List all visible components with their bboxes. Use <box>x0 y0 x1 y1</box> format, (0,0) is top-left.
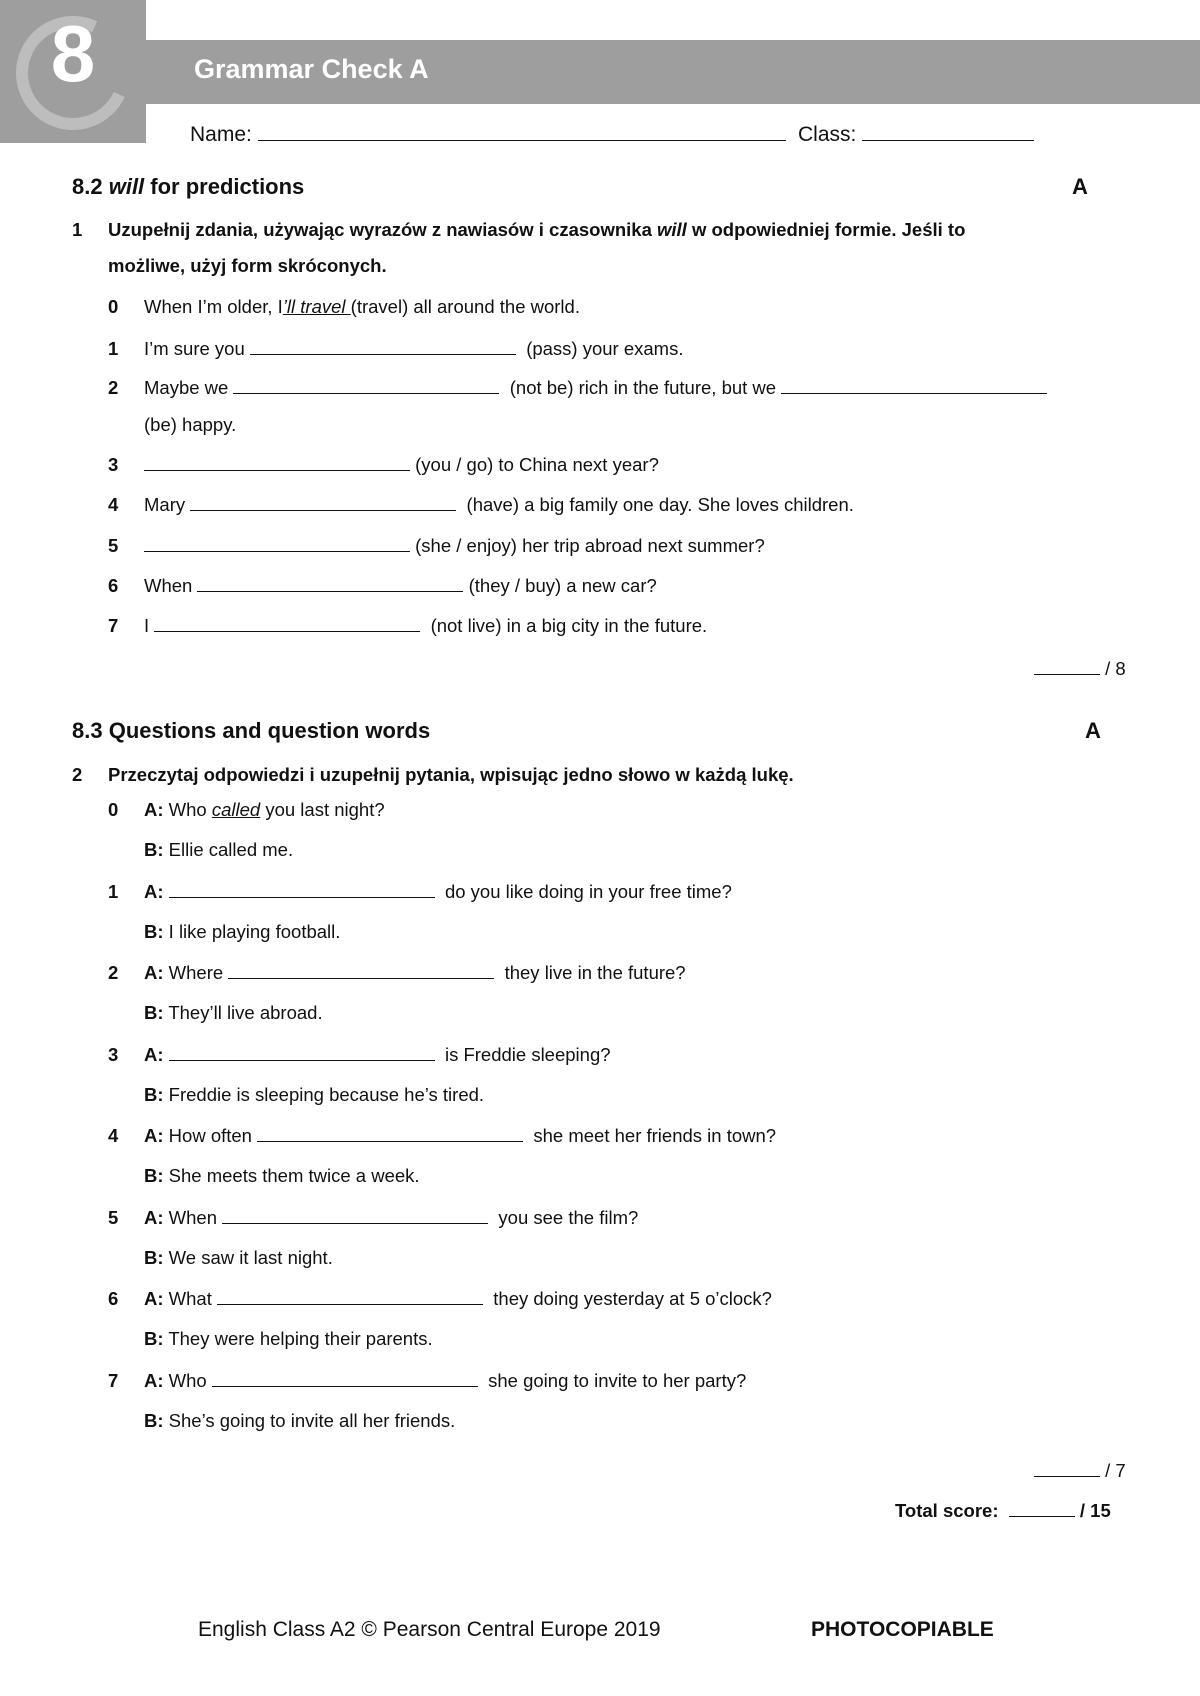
item-text: (have) a big family one day. She loves children. <box>466 494 854 515</box>
item-text: (not live) in a big city in the future. <box>430 615 708 636</box>
question-text: she going to invite to her party? <box>488 1370 747 1391</box>
question-text: What <box>168 1288 212 1309</box>
answer-line <box>144 1165 420 1187</box>
answer-text: She meets them twice a week. <box>168 1165 420 1186</box>
list-item <box>108 535 765 557</box>
exercise-instruction: Przeczytaj odpowiedzi i uzupełnij pytania, wpisując jedno słowo w każdą lukę. <box>108 764 794 785</box>
speaker-b: B: <box>144 1247 164 1268</box>
answer-blank[interactable] <box>144 535 410 552</box>
item-text: Maybe we <box>144 377 229 398</box>
answer-text: Freddie is sleeping because he’s tired. <box>168 1084 485 1105</box>
copyright: English Class A2 © Pearson Central Europe 2019 <box>198 1618 661 1641</box>
question-text: do you like doing in your free time? <box>444 881 732 902</box>
answer-blank[interactable] <box>197 575 463 592</box>
instruction-text: możliwe, użyj form skróconych. <box>108 255 387 276</box>
section-version: A <box>1085 718 1101 743</box>
item-continuation: (be) happy. <box>144 414 237 435</box>
item-number: 4 <box>108 494 119 515</box>
answer-blank[interactable] <box>169 1044 435 1061</box>
answer-blank[interactable] <box>144 454 410 471</box>
item-number: 7 <box>108 615 119 636</box>
total-score <box>895 1500 1111 1522</box>
answer-line <box>144 1328 433 1350</box>
answer-blank[interactable] <box>250 338 516 355</box>
page-title: Grammar Check A <box>194 54 429 84</box>
list-item <box>108 615 707 637</box>
name-field[interactable] <box>258 122 786 141</box>
instruction-italic: will <box>657 219 687 240</box>
answer-blank[interactable] <box>169 881 435 898</box>
speaker-b: B: <box>144 1165 164 1186</box>
score-field[interactable] <box>1034 658 1100 675</box>
answer-blank[interactable] <box>217 1288 483 1305</box>
example-answer: ’ll travel <box>282 296 351 317</box>
total-score-max: / 15 <box>1079 1500 1111 1521</box>
list-item <box>108 494 854 516</box>
section-title-text: Questions and question words <box>108 718 431 743</box>
answer-blank[interactable] <box>222 1207 488 1224</box>
question-line <box>108 1125 776 1147</box>
answer-blank[interactable] <box>212 1370 478 1387</box>
answer-line <box>144 1247 333 1269</box>
exercise-number: 1 <box>72 219 83 240</box>
question-line <box>108 1044 611 1066</box>
example-answer: called <box>211 799 261 820</box>
list-item <box>108 575 657 597</box>
question-text: is Freddie sleeping? <box>444 1044 611 1065</box>
item-number: 6 <box>108 575 119 596</box>
item-number: 5 <box>108 1207 119 1228</box>
item-text: (she / enjoy) her trip abroad next summer? <box>415 535 765 556</box>
item-text: When I’m older, I <box>144 296 283 317</box>
question-line <box>108 962 686 984</box>
item-text: (travel) all around the world. <box>350 296 580 317</box>
answer-text: Ellie called me. <box>168 839 294 860</box>
item-number: 3 <box>108 454 119 475</box>
speaker-b: B: <box>144 839 164 860</box>
item-text: I’m sure you <box>144 338 245 359</box>
question-text: you see the film? <box>498 1207 639 1228</box>
photocopiable-label: PHOTOCOPIABLE <box>811 1618 994 1641</box>
list-item <box>108 377 1108 399</box>
question-line <box>108 1207 638 1229</box>
question-text: you last night? <box>265 799 385 820</box>
exercise-number: 2 <box>72 764 83 785</box>
exercise-instruction <box>108 212 1088 284</box>
item-number: 5 <box>108 535 119 556</box>
score-max: / 7 <box>1105 1460 1126 1481</box>
speaker-a: A: <box>144 799 164 820</box>
question-text: Who <box>168 799 207 820</box>
unit-badge <box>0 0 146 143</box>
answer-line <box>144 1002 323 1024</box>
speaker-b: B: <box>144 1328 164 1349</box>
item-number: 2 <box>108 377 119 398</box>
question-text: Who <box>168 1370 207 1391</box>
answer-text: We saw it last night. <box>168 1247 333 1268</box>
answer-text: She’s going to invite all her friends. <box>168 1410 456 1431</box>
speaker-b: B: <box>144 1084 164 1105</box>
section-number: 8.2 <box>72 174 103 199</box>
answer-line <box>144 1410 455 1432</box>
item-text: (you / go) to China next year? <box>415 454 659 475</box>
class-field[interactable] <box>862 122 1034 141</box>
name-row <box>190 122 786 147</box>
speaker-a: A: <box>144 1370 164 1391</box>
item-number: 1 <box>108 881 119 902</box>
list-item <box>108 338 683 360</box>
question-line <box>108 1370 746 1392</box>
instruction-text: Uzupełnij zdania, używając wyrazów z nawiasów i czasownika <box>108 219 657 240</box>
answer-blank[interactable] <box>257 1125 523 1142</box>
section-title <box>72 718 430 744</box>
instruction-text: w odpowiedniej formie. Jeśli to <box>686 219 966 240</box>
item-text: Mary <box>144 494 186 515</box>
class-row <box>798 122 1034 147</box>
total-score-label: Total score: <box>895 1500 999 1521</box>
item-text: (pass) your exams. <box>526 338 684 359</box>
item-text: (not be) rich in the future, but we <box>509 377 777 398</box>
answer-text: They were helping their parents. <box>168 1328 433 1349</box>
class-label: Class: <box>798 123 857 146</box>
answer-text: They’ll live abroad. <box>168 1002 323 1023</box>
item-number: 7 <box>108 1370 119 1391</box>
speaker-a: A: <box>144 1125 164 1146</box>
item-text: I <box>144 615 150 636</box>
speaker-a: A: <box>144 1207 164 1228</box>
section-title <box>72 174 304 200</box>
speaker-b: B: <box>144 921 164 942</box>
score-max: / 8 <box>1105 658 1126 679</box>
item-number: 3 <box>108 1044 119 1065</box>
question-text: they doing yesterday at 5 o’clock? <box>493 1288 772 1309</box>
section-score <box>1034 1460 1126 1482</box>
question-text: Where <box>168 962 224 983</box>
item-number: 1 <box>108 338 119 359</box>
question-text: When <box>168 1207 217 1228</box>
section-title-text: for predictions <box>144 174 305 199</box>
question-line <box>108 1288 772 1310</box>
list-item <box>108 296 580 318</box>
name-label: Name: <box>190 123 252 146</box>
speaker-a: A: <box>144 1044 164 1065</box>
question-text: they live in the future? <box>504 962 686 983</box>
section-number: 8.3 <box>72 718 103 743</box>
speaker-a: A: <box>144 881 164 902</box>
question-line <box>108 881 732 903</box>
answer-line <box>144 1084 484 1106</box>
answer-blank[interactable] <box>228 962 494 979</box>
section-version: A <box>1072 174 1088 199</box>
answer-blank[interactable] <box>233 377 499 394</box>
speaker-b: B: <box>144 1410 164 1431</box>
answer-blank[interactable] <box>154 615 420 632</box>
item-number: 4 <box>108 1125 119 1146</box>
question-text: she meet her friends in town? <box>533 1125 777 1146</box>
answer-blank[interactable] <box>190 494 456 511</box>
item-number: 6 <box>108 1288 119 1309</box>
answer-blank[interactable] <box>781 377 1047 394</box>
item-number: 0 <box>108 296 119 317</box>
total-score-field[interactable] <box>1009 1500 1075 1517</box>
list-item <box>108 454 659 476</box>
item-number: 0 <box>108 799 119 820</box>
item-text: (they / buy) a new car? <box>468 575 657 596</box>
speaker-b: B: <box>144 1002 164 1023</box>
item-number: 2 <box>108 962 119 983</box>
answer-line <box>144 839 293 861</box>
question-text: How often <box>168 1125 252 1146</box>
question-line <box>108 799 385 821</box>
score-field[interactable] <box>1034 1460 1100 1477</box>
speaker-a: A: <box>144 1288 164 1309</box>
speaker-a: A: <box>144 962 164 983</box>
answer-line <box>144 921 340 943</box>
section-score <box>1034 658 1126 680</box>
section-title-italic: will <box>108 174 145 199</box>
answer-text: I like playing football. <box>168 921 341 942</box>
unit-number: 8 <box>50 9 96 98</box>
item-text: When <box>144 575 193 596</box>
